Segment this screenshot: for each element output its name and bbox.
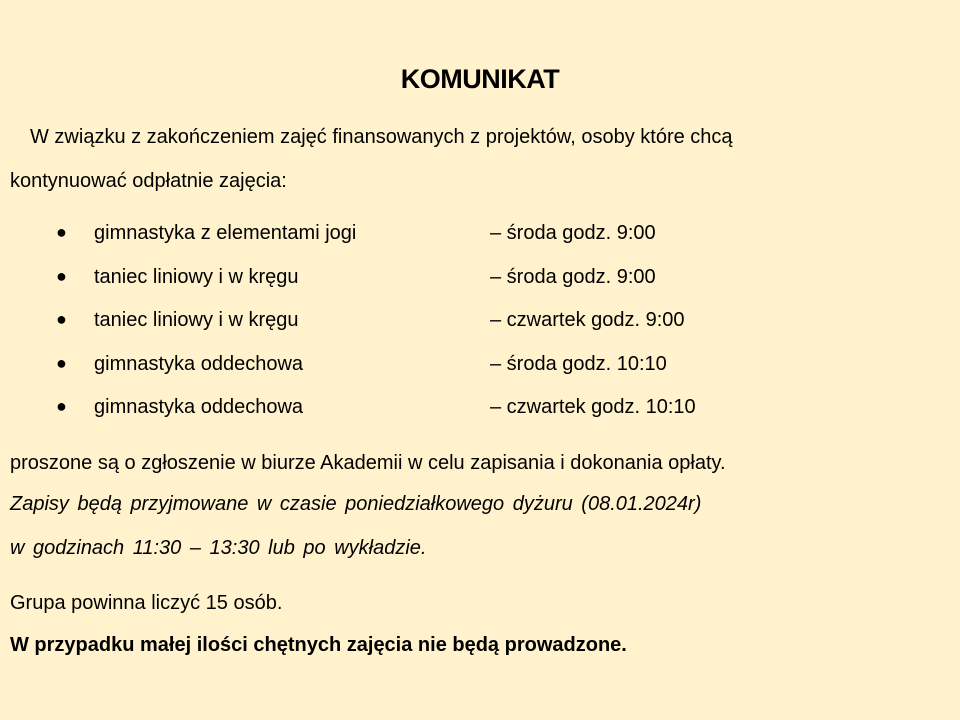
group-size-note: Grupa powinna liczyć 15 osób. <box>10 592 283 614</box>
activity-time: – środa godz. 9:00 <box>490 265 656 288</box>
schedule-item <box>0 222 960 266</box>
activity-name: gimnastyka oddechowa <box>94 352 304 375</box>
schedule-list <box>0 222 960 440</box>
schedule-item <box>0 309 960 353</box>
activity-name: gimnastyka z elementami jogi <box>94 222 357 244</box>
bullet-icon: ● <box>56 352 67 373</box>
bullet-icon: ● <box>56 396 67 416</box>
bullet-icon: ● <box>56 309 67 329</box>
activity-time: – środa godz. 9:00 <box>490 222 656 244</box>
activity-time: – środa godz. 10:10 <box>490 352 667 375</box>
schedule-item <box>0 396 960 440</box>
activity-name: gimnastyka oddechowa <box>94 396 304 418</box>
schedule-item <box>0 353 960 397</box>
registration-request: proszone są o zgłoszenie w biurze Akademii w celu zapisania i dokonania opłaty. <box>10 452 726 474</box>
activity-time: – czwartek godz. 10:10 <box>490 396 696 418</box>
registration-info-line-2: w godzinach 11:30 – 13:30 lub po wykładzie. <box>10 537 427 559</box>
registration-info-line-1: Zapisy będą przyjmowane w czasie poniedziałkowego dyżuru (08.01.2024r) <box>10 493 702 515</box>
intro-line-1: W związku z zakończeniem zajęć finansowanych z projektów, osoby które chcą <box>30 126 733 148</box>
page-title: KOMUNIKAT <box>400 64 560 94</box>
schedule-item <box>0 266 960 310</box>
activity-name: taniec liniowy i w kręgu <box>94 265 299 288</box>
activity-name: taniec liniowy i w kręgu <box>94 309 299 331</box>
bullet-icon: ● <box>56 222 67 242</box>
bullet-icon: ● <box>56 265 67 286</box>
cancellation-warning: W przypadku małej ilości chętnych zajęcia nie będą prowadzone. <box>10 634 627 656</box>
intro-line-2: kontynuować odpłatnie zajęcia: <box>10 170 287 192</box>
activity-time: – czwartek godz. 9:00 <box>490 309 685 331</box>
